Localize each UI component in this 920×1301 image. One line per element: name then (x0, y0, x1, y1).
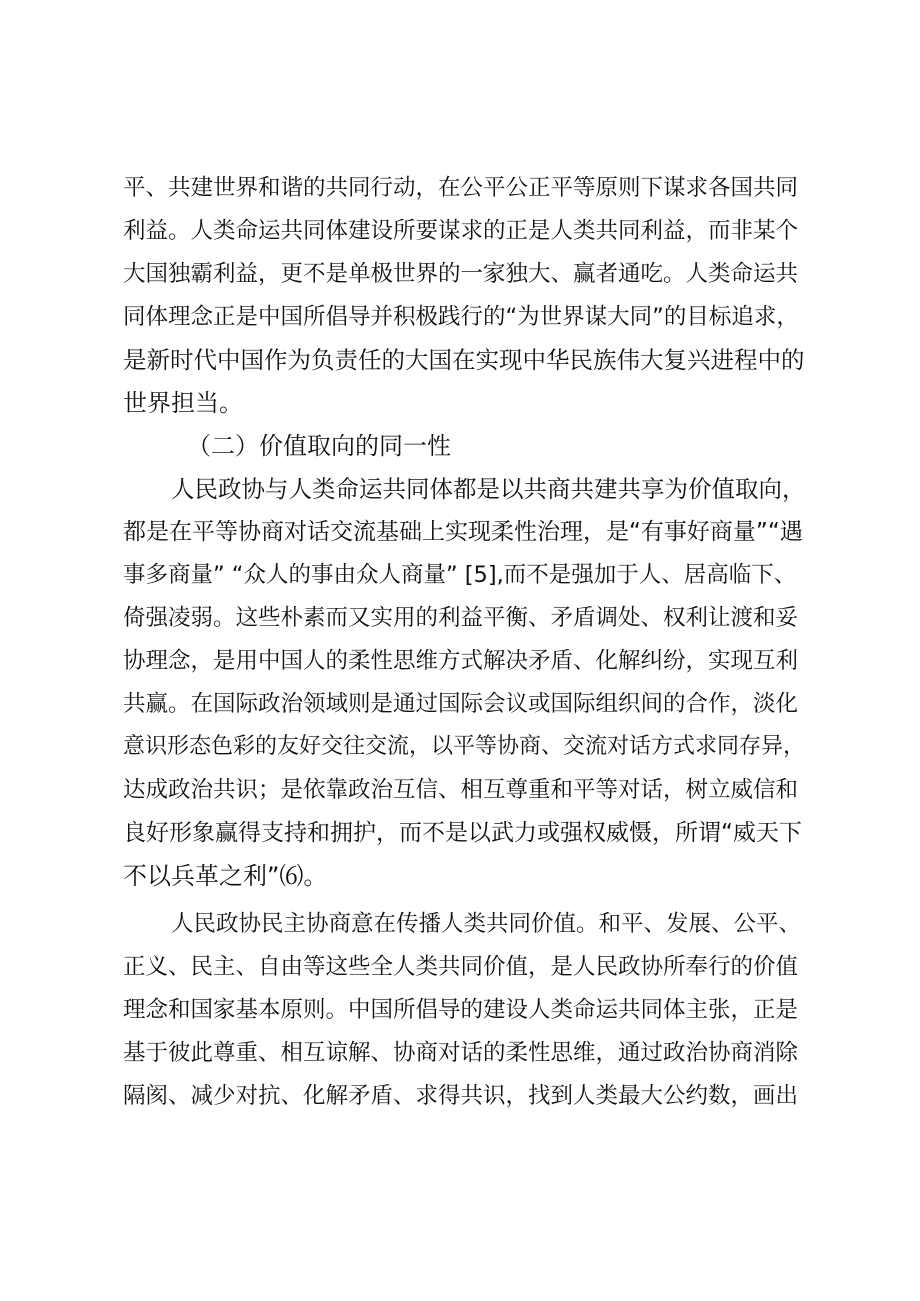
paragraph-line: 人民政协民主协商意在传播人类共同价值。和平、发展、公平、 (171, 911, 802, 937)
paragraph-line: 利益。人类命运共同体建设所要谋求的正是人类共同利益，而非某个 (123, 218, 799, 244)
paragraph-line: 倚强凌弱。这些朴素而又实用的利益平衡、矛盾调处、权利让渡和妥 (123, 605, 799, 631)
paragraph-line: 不以兵革之利”⑹。 (123, 862, 328, 890)
paragraph-line: 隔阂、减少对抗、化解矛盾、求得共识，找到人类最大公约数，画出 (123, 1083, 799, 1109)
paragraph-line: 良好形象赢得支持和拥护，而不是以武力或强权威慑，所谓“威天下 (123, 820, 802, 846)
paragraph-line: 达成政治共识；是依靠政治互信、相互尊重和平等对话，树立威信和 (123, 777, 799, 803)
paragraph-line: 意识形态色彩的友好交往交流，以平等协商、交流对话方式求同存异， (123, 734, 806, 759)
paragraph-line: 世界担当。 (123, 389, 243, 417)
paragraph-line: 事多商量” “众人的事由众人商量” [5],而不是强加于人、居高临下、 (123, 562, 797, 588)
paragraph-line: 平、共建世界和谐的共同行动，在公平公正平等原则下谋求各国共同 (123, 175, 799, 201)
paragraph-line: 共赢。在国际政治领域则是通过国际会议或国际组织间的合作，淡化 (123, 691, 799, 717)
paragraph-line: 是新时代中国作为负责任的大国在实现中华民族伟大复兴进程中的 (123, 346, 805, 374)
section-heading: （二）价值取向的同一性 (187, 432, 451, 460)
paragraph-line: 都是在平等协商对话交流基础上实现柔性治理，是“有事好商量”“遇 (123, 519, 803, 545)
paragraph-line: 协理念，是用中国人的柔性思维方式解决矛盾、化解纠纷，实现互利 (123, 648, 799, 674)
paragraph-line: 大国独霸利益，更不是单极世界的一家独大、赢者通吃。人类命运共 (123, 261, 799, 287)
paragraph-line: 基于彼此尊重、相互谅解、协商对话的柔性思维，通过政治协商消除 (123, 1040, 799, 1066)
paragraph-line: 理念和国家基本原则。中国所倡导的建设人类命运共同体主张，正是 (123, 997, 799, 1023)
paragraph-line: 人民政协与人类命运共同体都是以共商共建共享为价值取向， (171, 475, 806, 503)
paragraph-line: 正义、民主、自由等这些全人类共同价值，是人民政协所奉行的价值 (123, 954, 799, 980)
paragraph-line: 同体理念正是中国所倡导并积极践行的“为世界谋大同”的目标追求， (123, 304, 799, 330)
